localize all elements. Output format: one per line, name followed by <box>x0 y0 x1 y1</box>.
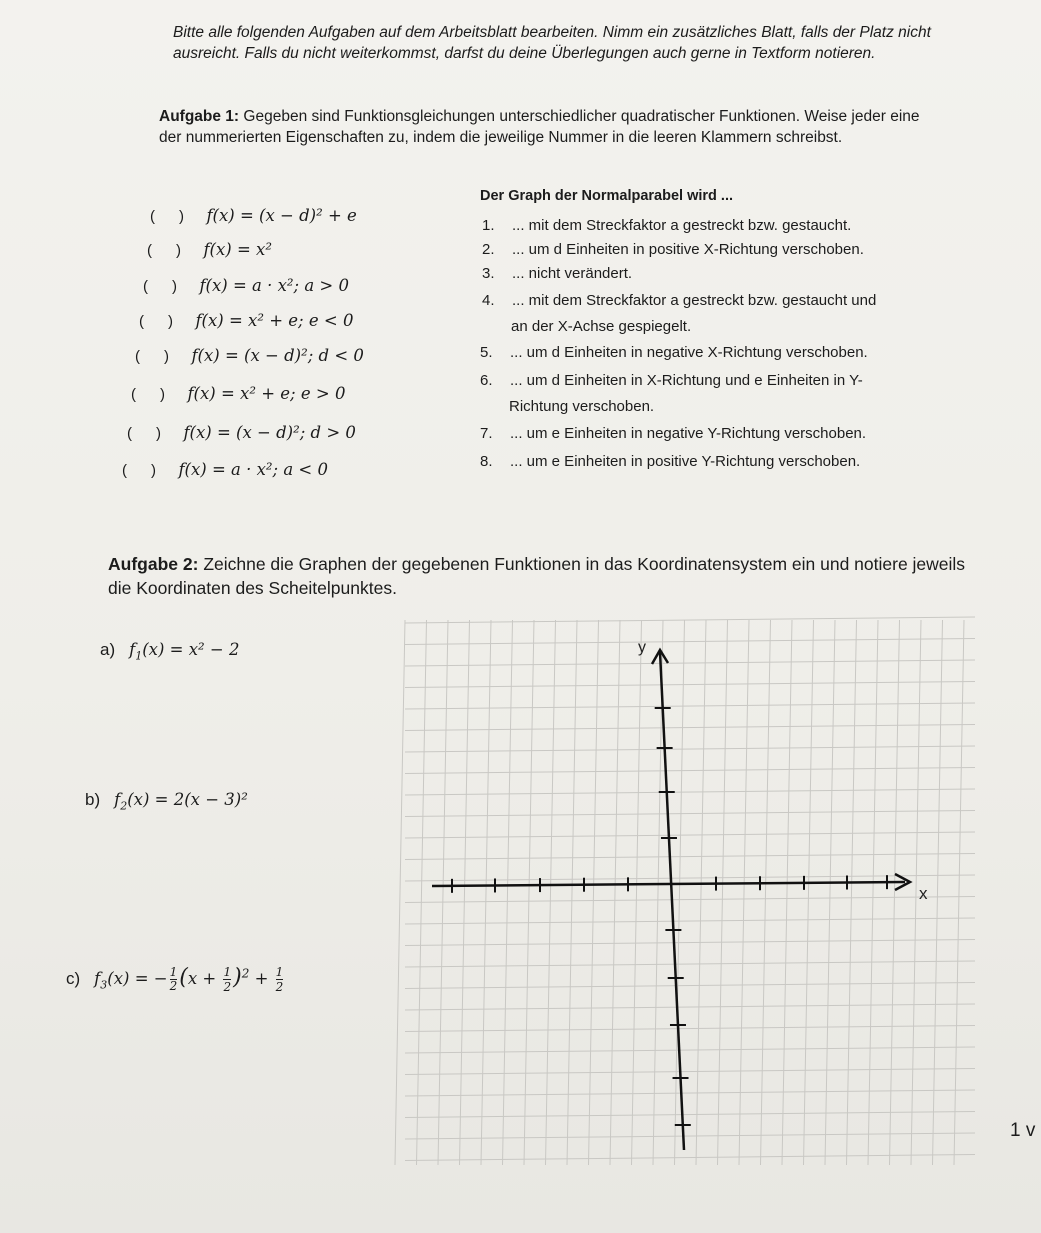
grid-line-horizontal <box>405 682 975 688</box>
property-6: 6. ... um d Einheiten in X-Richtung und e Einheiten in Y- <box>480 372 863 389</box>
grid-line-horizontal <box>405 875 975 881</box>
fraction-half-3: $\frac{1}{2}$ <box>275 965 284 995</box>
task2-item-b: b) $f_2(x) = 2(x - 3)^2$ <box>85 790 248 813</box>
equation-row-7: ( ) f(x) = (x − d)²; d > 0 <box>127 423 356 442</box>
grid-line-vertical <box>503 620 513 1165</box>
property-4-continued: an der X-Achse gespiegelt. <box>511 318 692 335</box>
grid-line-vertical <box>417 620 427 1165</box>
grid-line-vertical <box>718 620 728 1165</box>
intro-text: Bitte alle folgenden Aufgaben auf dem Arbeitsblatt bearbeiten. Nimm ein zusätzliches Blatt, falls der Platz nicht ausreicht. Falls du nicht weiterkommst, darfst du deine Überlegungen auch gerne in Textform notieren. <box>173 24 931 62</box>
task2-text: Zeichne die Graphen der gegebenen Funktionen in das Koordinatensystem ein und notiere jeweils die Koordinaten des Scheitelpunktes. <box>108 554 966 598</box>
grid-line-vertical <box>675 620 685 1165</box>
property-8: 8. ... um e Einheiten in positive Y-Richtung verschoben. <box>480 453 861 470</box>
equation-row-1: ( ) f(x) = (x − d)² + e <box>150 206 357 225</box>
grid-line-horizontal <box>405 1004 975 1010</box>
equation-row-5: ( ) f(x) = (x − d)²; d < 0 <box>135 346 364 365</box>
equation-7: f(x) = (x − d)²; d > 0 <box>183 423 356 442</box>
equation-row-8: ( ) f(x) = a · x²; a < 0 <box>122 460 329 479</box>
grid-line-vertical <box>890 620 900 1165</box>
grid-line-vertical <box>954 620 964 1165</box>
grid-line-vertical <box>696 620 706 1165</box>
grid-line-horizontal <box>405 1047 975 1053</box>
grid-line-horizontal <box>405 725 975 731</box>
grid-line-vertical <box>481 620 491 1165</box>
task2-label: Aufgabe 2: <box>108 554 199 574</box>
grid-line-horizontal <box>405 811 975 817</box>
grid-line-vertical <box>825 620 835 1165</box>
task2-item-a: a) $f_1(x) = x^2 - 2$ <box>100 640 240 663</box>
property-3: 3. ... nicht verändert. <box>482 265 633 282</box>
equation-1: f(x) = (x − d)² + e <box>206 206 357 225</box>
grid-line-vertical <box>847 620 857 1165</box>
property-6-continued: Richtung verschoben. <box>509 398 655 415</box>
properties-heading: Der Graph der Normalparabel wird ... <box>480 188 734 204</box>
grid-line-horizontal <box>405 1090 975 1096</box>
equation-4: f(x) = x² + e; e < 0 <box>195 311 354 330</box>
grid-line-vertical <box>761 620 771 1165</box>
grid-line-horizontal <box>405 961 975 967</box>
grid-line-vertical <box>804 620 814 1165</box>
grid-line-horizontal <box>405 832 975 838</box>
grid-line-vertical <box>868 620 878 1165</box>
equation-2: f(x) = x² <box>203 240 272 259</box>
grid-line-horizontal <box>405 1069 975 1075</box>
equation-row-4: ( ) f(x) = x² + e; e < 0 <box>139 311 354 330</box>
grid-line-vertical <box>782 620 792 1165</box>
property-7: 7. ... um e Einheiten in negative Y-Richtung verschoben. <box>480 425 867 442</box>
y-axis <box>660 652 684 1150</box>
equation-row-3: ( ) f(x) = a · x²; a > 0 <box>143 276 350 295</box>
equation-row-6: ( ) f(x) = x² + e; e > 0 <box>131 384 346 403</box>
grid-line-vertical <box>546 620 556 1165</box>
equation-3: f(x) = a · x²; a > 0 <box>199 276 350 295</box>
property-1: 1. ... mit dem Streckfaktor a gestreckt bzw. gestaucht. <box>482 217 852 234</box>
grid-line-horizontal <box>405 918 975 924</box>
task2-item-c: c) $f_3(x)$ = − $\frac{1}{2}$ (x + $\frac{1}{2}$ )$^2$ + $\frac{1}{2}$ <box>66 965 284 995</box>
equation-5: f(x) = (x − d)²; d < 0 <box>191 346 364 365</box>
equation-8: f(x) = a · x²; a < 0 <box>178 460 329 479</box>
grid-line-vertical <box>610 620 620 1165</box>
grid-line-horizontal <box>405 703 975 709</box>
y-axis-label: y <box>638 639 646 656</box>
grid-line-vertical <box>567 620 577 1165</box>
grid-line-vertical <box>395 620 405 1165</box>
x-axis-label: x <box>919 884 928 903</box>
grid-lines <box>395 617 975 1165</box>
page-number: 1 v <box>1010 1120 1036 1141</box>
grid-line-horizontal <box>405 1112 975 1118</box>
grid-line-vertical <box>933 620 943 1165</box>
property-4: 4. ... mit dem Streckfaktor a gestreckt bzw. gestaucht und <box>482 292 877 309</box>
grid-line-horizontal <box>405 854 975 860</box>
fraction-half-2: $\frac{1}{2}$ <box>223 965 232 995</box>
equation-row-2: ( ) f(x) = x² <box>147 240 272 259</box>
task1-label: Aufgabe 1: <box>159 108 240 125</box>
grid-line-horizontal <box>405 897 975 903</box>
grid-line-horizontal <box>405 940 975 946</box>
grid-line-vertical <box>632 620 642 1165</box>
equation-6: f(x) = x² + e; e > 0 <box>187 384 346 403</box>
grid-line-vertical <box>524 620 534 1165</box>
property-5: 5. ... um d Einheiten in negative X-Richtung verschoben. <box>480 344 868 361</box>
grid-line-vertical <box>739 620 749 1165</box>
grid-line-horizontal <box>405 746 975 752</box>
fraction-half-1: $\frac{1}{2}$ <box>169 965 178 994</box>
grid-line-vertical <box>460 620 470 1165</box>
property-2: 2. ... um d Einheiten in positive X-Richtung verschoben. <box>482 241 864 258</box>
grid-line-vertical <box>589 620 599 1165</box>
grid-line-horizontal <box>405 1026 975 1032</box>
grid-line-horizontal <box>405 789 975 795</box>
x-axis <box>432 882 905 886</box>
task1-text: Gegeben sind Funktionsgleichungen unterschiedlicher quadratischer Funktionen. Weise jeder eine der nummerierten Eigenschaften zu, indem die jeweilige Nummer in die leeren Klammern schreibst. <box>159 108 920 146</box>
grid-line-vertical <box>438 620 448 1165</box>
grid-line-horizontal <box>405 983 975 989</box>
grid-line-horizontal <box>405 768 975 774</box>
